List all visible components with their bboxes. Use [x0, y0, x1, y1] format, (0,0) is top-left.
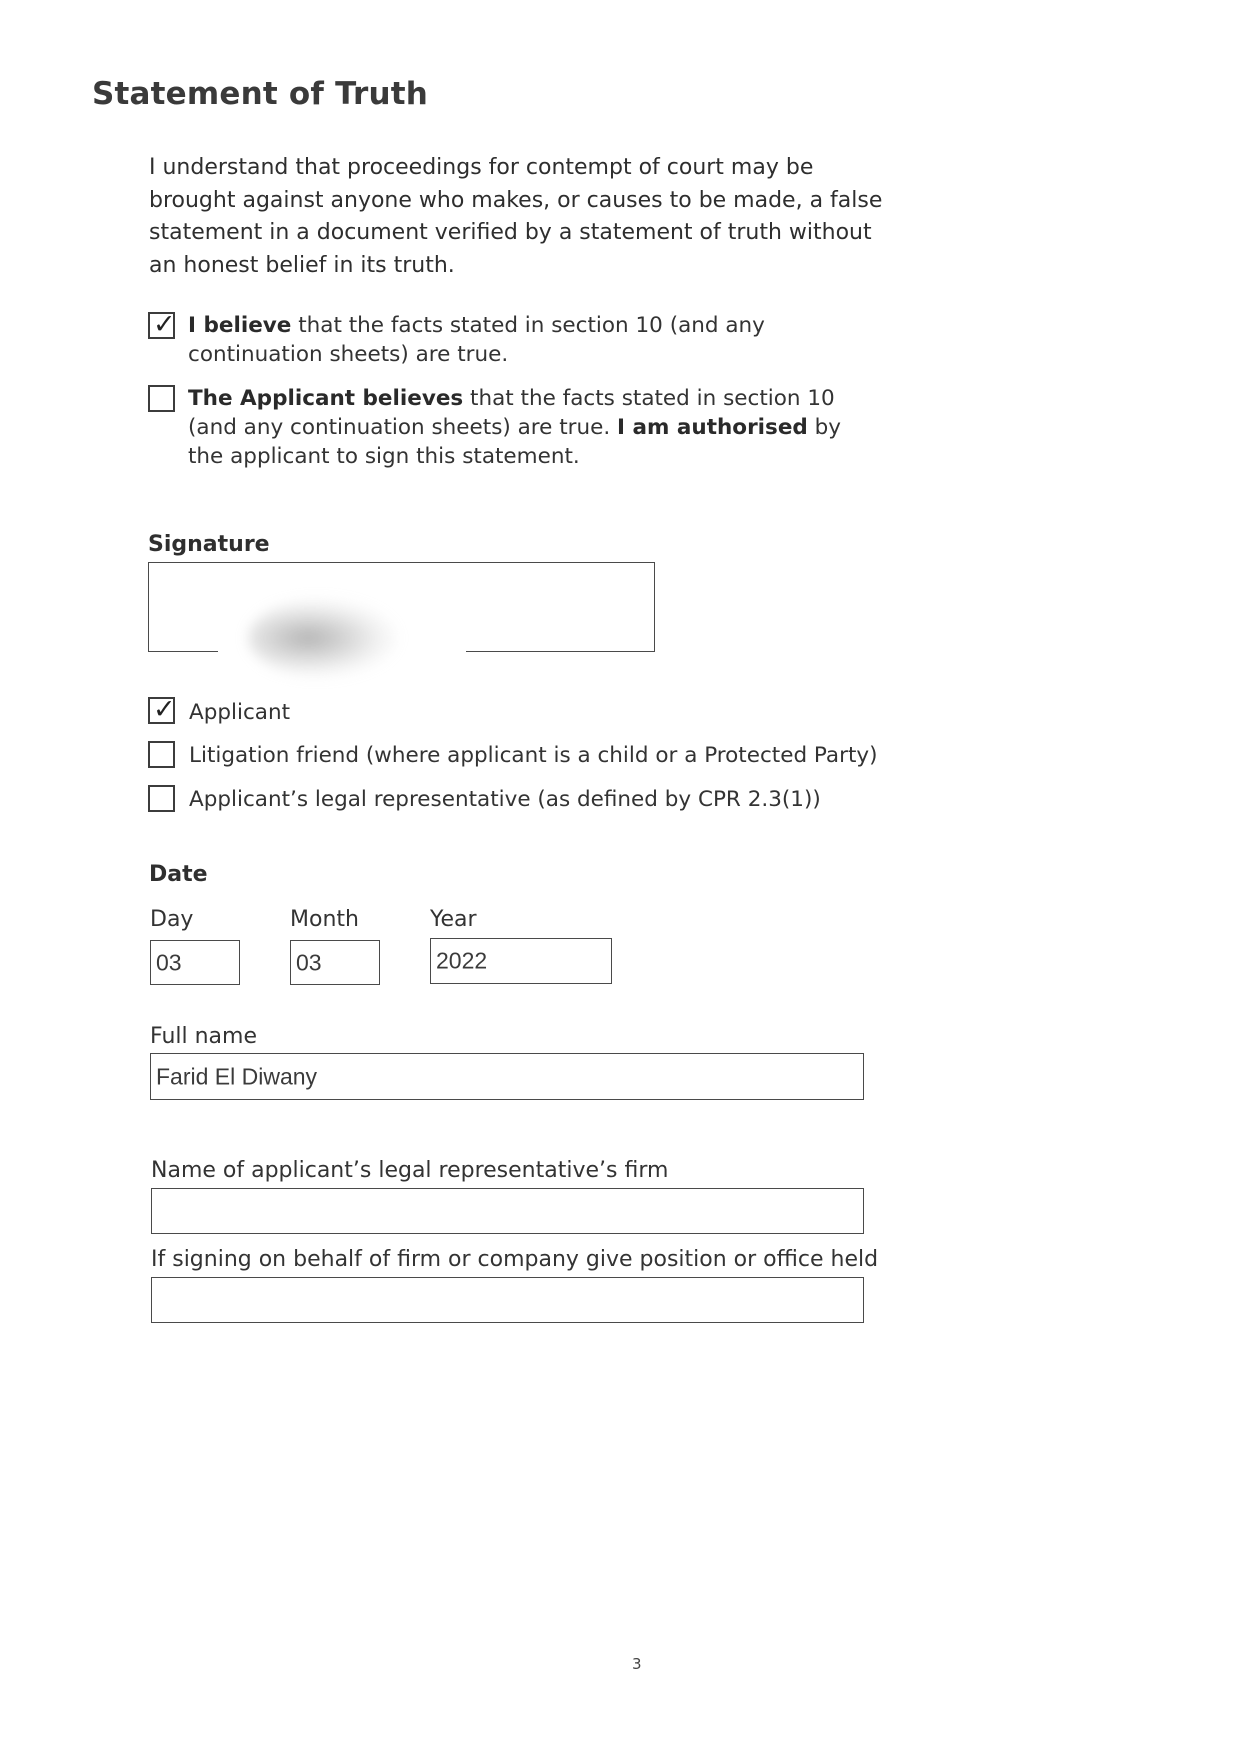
check-mark-icon: ✓ — [153, 309, 176, 340]
full-name-label: Full name — [150, 1024, 258, 1049]
belief-option-authorised: I am authorised — [617, 415, 808, 440]
year-label: Year — [430, 907, 477, 932]
intro-paragraph: I understand that proceedings for contempt of court may be brought against anyone who makes, or causes to be made, a false statement in a document verified by a statement of truth without an honest belief in its truth. — [149, 155, 883, 278]
page-title: Statement of Truth — [92, 76, 429, 112]
page-number: 3 — [632, 1655, 642, 1673]
belief-option-i-believe — [188, 311, 868, 369]
firm-name-field[interactable] — [151, 1188, 864, 1234]
day-field[interactable] — [150, 940, 240, 985]
full-name-value: Farid El Diwany — [156, 1063, 318, 1089]
date-label: Date — [149, 862, 208, 887]
role-checkbox-legal-representative[interactable] — [148, 785, 175, 812]
year-value: 2022 — [436, 947, 488, 974]
role-label-legal-representative: Applicant’s legal representative (as defined by CPR 2.3(1)) — [189, 787, 821, 812]
belief-option-text: that the facts stated in section 10 (and any continuation sheets) are true. — [188, 386, 835, 440]
belief-option-lead: I believe — [188, 313, 292, 338]
belief-option-applicant-believes — [188, 384, 868, 471]
day-label: Day — [150, 907, 194, 932]
role-label-litigation-friend: Litigation friend (where applicant is a child or a Protected Party) — [189, 743, 878, 768]
month-value: 03 — [296, 949, 322, 975]
full-name-field[interactable] — [150, 1053, 864, 1100]
belief-checkbox-applicant-believes[interactable] — [148, 385, 175, 412]
belief-option-text: that the facts stated in section 10 (and any continuation sheets) are true. — [188, 313, 765, 367]
year-field[interactable] — [430, 938, 612, 984]
role-checkbox-applicant[interactable] — [148, 694, 176, 725]
position-field[interactable] — [151, 1277, 864, 1323]
role-checkbox-litigation-friend[interactable] — [148, 741, 175, 768]
month-field[interactable] — [290, 940, 380, 985]
check-mark-icon: ✓ — [153, 694, 176, 725]
position-label: If signing on behalf of firm or company give position or office held — [151, 1247, 879, 1272]
belief-option-lead: The Applicant believes — [188, 386, 464, 411]
day-value: 03 — [156, 949, 182, 975]
role-label-applicant: Applicant — [189, 700, 291, 725]
firm-name-label: Name of applicant’s legal representative’s firm — [151, 1158, 669, 1183]
belief-checkbox-i-believe[interactable] — [148, 309, 176, 340]
month-label: Month — [290, 907, 359, 932]
belief-option-text-end: by the applicant to sign this statement. — [188, 415, 842, 469]
signature-label: Signature — [148, 532, 270, 557]
signature-image — [248, 598, 398, 678]
